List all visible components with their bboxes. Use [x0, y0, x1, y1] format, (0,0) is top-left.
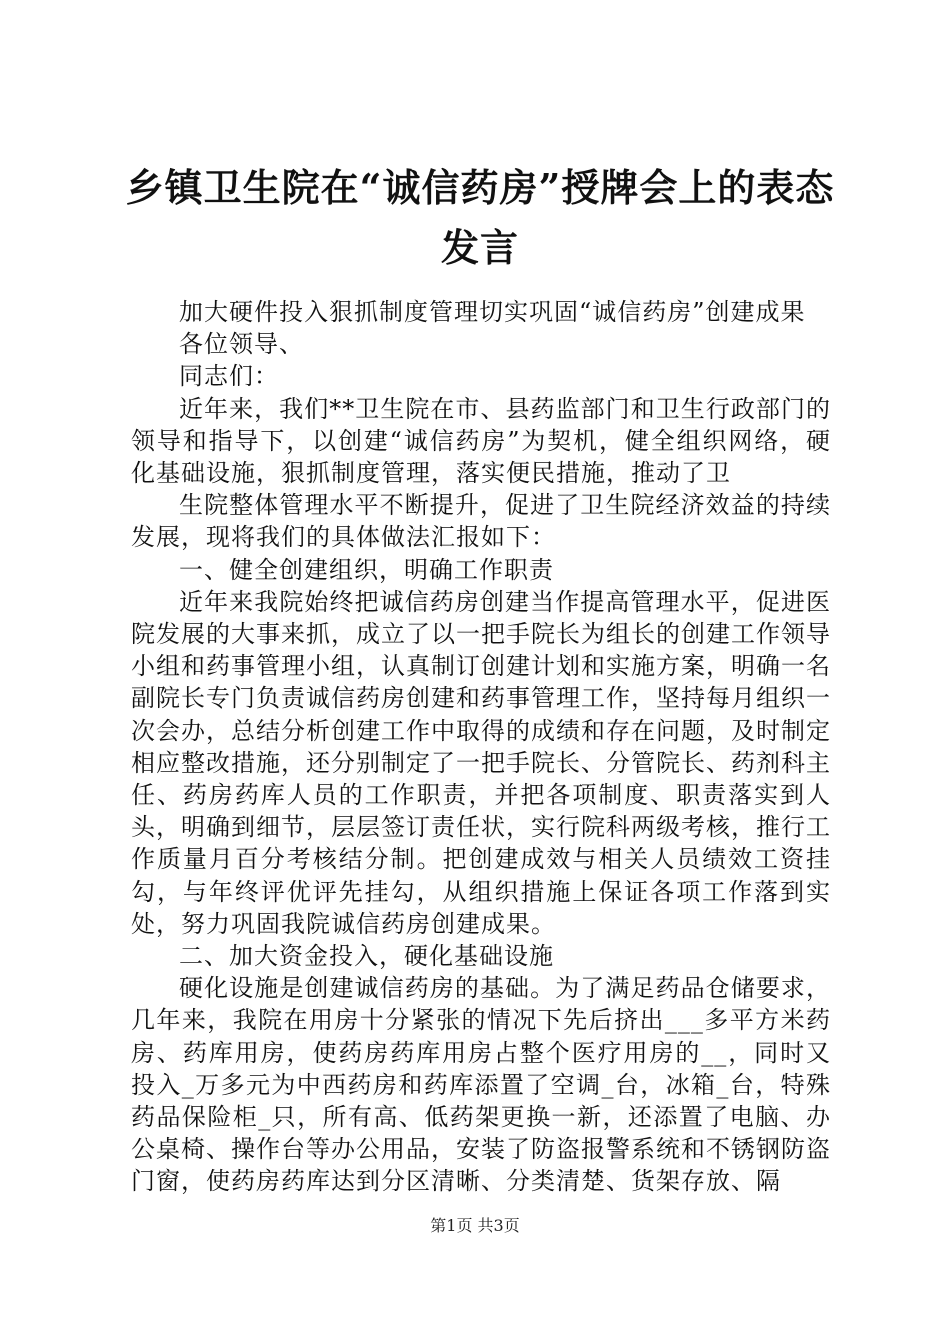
document-title: 乡镇卫生院在“诚信药房”授牌会上的表态发言	[125, 165, 835, 270]
page-footer: 第1页 共3页	[430, 1216, 520, 1235]
salutation-line: 各位领导、	[179, 330, 304, 359]
body-paragraph: 生院整体管理水平不断提升，促进了卫生院经济效益的持续发展，现将我们的具体做法汇报如下：	[131, 491, 831, 552]
body-paragraph: 近年来我院始终把诚信药房创建当作提高管理水平，促进医院发展的大事来抓，成立了以一把手院长为组长的创建工作领导小组和药事管理小组，认真制订创建计划和实施方案，明确一名副院长专门负责诚信药房创建和药事管理工作，坚持每月组织一次会办，总结分析创建工作中取得的成绩和存在问题，及时制定相应整改措施，还分别制定了一把手院长、分管院长、药剂科主任、药房药库人员的工作职责，并把各项制度、职责落实到人头，明确到细节，层层签订责任状，实行院科两级考核，推行工作质量月百分考核结分制。把创建成效与相关人员绩效工资挂勾，与年终评优评先挂勾，从组织措施上保证各项工作落到实处，努力巩固我院诚信药房创建成果。	[131, 587, 831, 938]
body-paragraph: 近年来，我们**卫生院在市、县药监部门和卫生行政部门的领导和指导下，以创建“诚信药房”为契机，健全组织网络，硬化基础设施，狠抓制度管理，落实便民措施，推动了卫	[131, 394, 831, 488]
subtitle-paragraph: 加大硬件投入狠抓制度管理切实巩固“诚信药房”创建成果	[179, 298, 806, 326]
section-heading: 二、加大资金投入，硬化基础设施	[179, 942, 554, 971]
document-body	[131, 296, 831, 1198]
section-heading: 一、健全创建组织，明确工作职责	[179, 555, 554, 584]
salutation-line: 同志们：	[179, 362, 279, 391]
body-paragraph: 硬化设施是创建诚信药房的基础。为了满足药品仓储要求，几年来，我院在用房十分紧张的情况下先后挤出___多平方米药房、药库用房，使药房药库用房占整个医疗用房的__，同时又投入_万多元为中西药房和药库添置了空调_台，冰箱_台，特殊药品保险柜_只，所有高、低药架更换一新，还添置了电脑、办公桌椅、操作台等办公用品，安装了防盗报警系统和不锈钢防盗门窗，使药房药库达到分区清晰、分类清楚、货架存放、隔	[131, 974, 831, 1196]
